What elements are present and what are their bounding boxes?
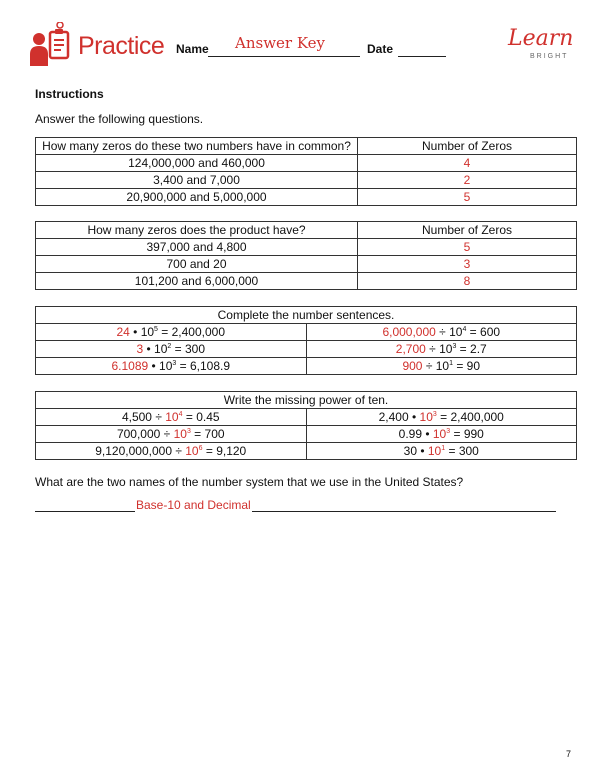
power-exponent: 3 [446, 428, 451, 435]
question-cell: 20,900,000 and 5,000,000 [36, 189, 358, 206]
table-row [36, 155, 577, 172]
power-cell [36, 409, 307, 426]
table-row [36, 256, 577, 273]
name-field-line[interactable] [208, 56, 360, 57]
answer-key-text: Answer Key [235, 34, 325, 52]
table-row [36, 443, 577, 460]
table-row [36, 324, 577, 341]
answer-cell: 3 [358, 256, 577, 273]
question-cell: 101,200 and 6,000,000 [36, 273, 358, 290]
table-header-row [36, 392, 577, 409]
table-row [36, 426, 577, 443]
power-cell [306, 409, 577, 426]
practice-label: Practice [78, 32, 165, 60]
final-answer: Base-10 and Decimal [136, 498, 251, 512]
date-label: Date [367, 42, 394, 56]
final-question: What are the two names of the number system that we use in the United States? [35, 475, 464, 489]
power-base: 10 [173, 427, 187, 441]
table-header-row [36, 222, 577, 239]
table-row [36, 273, 577, 290]
missing-power-table [35, 391, 577, 460]
table-row [36, 189, 577, 206]
table-title: Complete the number sentences. [36, 307, 577, 324]
learn-bright-logo [508, 26, 580, 66]
power-operand: 4,500 ÷ [121, 410, 166, 424]
power-base: 10 [165, 410, 179, 424]
power-result: = 0.45 [182, 410, 220, 424]
instructions-text: Answer the following questions. [35, 112, 204, 126]
power-exponent: 3 [186, 428, 191, 435]
sentence-answer: 24 [116, 325, 130, 339]
power-exponent: 3 [432, 411, 437, 418]
power-base: 10 [427, 444, 442, 458]
power-cell [306, 443, 577, 460]
power-base: 10 [185, 444, 199, 458]
answer-cell: 4 [358, 155, 577, 172]
power-cell [36, 443, 307, 460]
sentence-cell [306, 341, 577, 358]
sentence-base: ÷ 10 [435, 325, 463, 339]
product-zeros-table [35, 221, 577, 290]
power-operand: 0.99 • [398, 427, 433, 441]
answer-header: Number of Zeros [358, 222, 577, 239]
power-base: 10 [419, 410, 433, 424]
table-row [36, 172, 577, 189]
power-operand: 9,120,000,000 ÷ [95, 444, 186, 458]
sentence-answer: 2,700 [395, 342, 426, 356]
power-operand: 700,000 ÷ [116, 427, 174, 441]
sentence-cell [306, 324, 577, 341]
practice-person-icon [30, 22, 75, 67]
answer-line[interactable] [35, 511, 556, 512]
table-header-row [36, 138, 577, 155]
sentence-cell [306, 358, 577, 375]
question-cell: 397,000 and 4,800 [36, 239, 358, 256]
sentence-base: ÷ 10 [422, 359, 450, 373]
power-operand: 2,400 • [378, 410, 420, 424]
zeros-in-common-table [35, 137, 577, 206]
question-cell: 3,400 and 7,000 [36, 172, 358, 189]
sentence-cell [36, 341, 307, 358]
power-result: = 2,400,000 [436, 410, 504, 424]
name-label: Name [176, 42, 209, 56]
sentence-base: • 10 [129, 325, 155, 339]
answer-cell: 2 [358, 172, 577, 189]
power-operand: 30 • [403, 444, 428, 458]
sentence-base: • 10 [148, 359, 173, 373]
table-header-row [36, 307, 577, 324]
sentence-exponent: 3 [172, 360, 177, 367]
sentence-result: = 600 [466, 325, 501, 339]
sentence-result: = 2,400,000 [157, 325, 226, 339]
sentence-answer: 900 [402, 359, 423, 373]
table-row [36, 409, 577, 426]
table-title: Write the missing power of ten. [36, 392, 577, 409]
table-row [36, 239, 577, 256]
logo-learn-text: Learn [508, 26, 574, 51]
sentence-base: • 10 [143, 342, 168, 356]
sentence-cell [36, 324, 307, 341]
table-row [36, 341, 577, 358]
power-cell [36, 426, 307, 443]
sentence-exponent: 2 [167, 343, 172, 350]
answer-cell: 5 [358, 189, 577, 206]
sentence-answer: 6,000,000 [382, 325, 436, 339]
page-number: 7 [566, 749, 572, 759]
power-result: = 990 [450, 427, 484, 441]
sentence-exponent: 1 [449, 360, 453, 367]
page-header [30, 22, 580, 72]
sentence-answer: 3 [136, 342, 144, 356]
sentence-result: = 2.7 [456, 342, 487, 356]
power-result: = 700 [190, 427, 225, 441]
sentence-base: ÷ 10 [425, 342, 453, 356]
date-field-line[interactable] [398, 56, 446, 57]
logo-bright-text: BRIGHT [530, 53, 569, 60]
question-header: How many zeros do these two numbers have in common? [36, 138, 358, 155]
question-header: How many zeros does the product have? [36, 222, 358, 239]
sentence-answer: 6.1089 [111, 359, 149, 373]
sentence-result: = 6,108.9 [176, 359, 231, 373]
sentence-cell [36, 358, 307, 375]
answer-cell: 8 [358, 273, 577, 290]
sentence-exponent: 4 [462, 326, 467, 333]
instructions-title: Instructions [35, 87, 104, 101]
answer-cell: 5 [358, 239, 577, 256]
answer-header: Number of Zeros [358, 138, 577, 155]
power-exponent: 6 [198, 445, 203, 452]
sentence-result: = 300 [171, 342, 205, 356]
number-sentences-table [35, 306, 577, 375]
sentence-exponent: 3 [452, 343, 457, 350]
power-base: 10 [432, 427, 447, 441]
power-exponent: 1 [441, 445, 446, 452]
sentence-exponent: 5 [154, 326, 158, 333]
power-result: = 9,120 [202, 444, 247, 458]
power-cell [306, 426, 577, 443]
power-result: = 300 [445, 444, 479, 458]
power-exponent: 4 [178, 411, 183, 418]
table-row [36, 358, 577, 375]
question-cell: 124,000,000 and 460,000 [36, 155, 358, 172]
sentence-result: = 90 [453, 359, 481, 373]
question-cell: 700 and 20 [36, 256, 358, 273]
